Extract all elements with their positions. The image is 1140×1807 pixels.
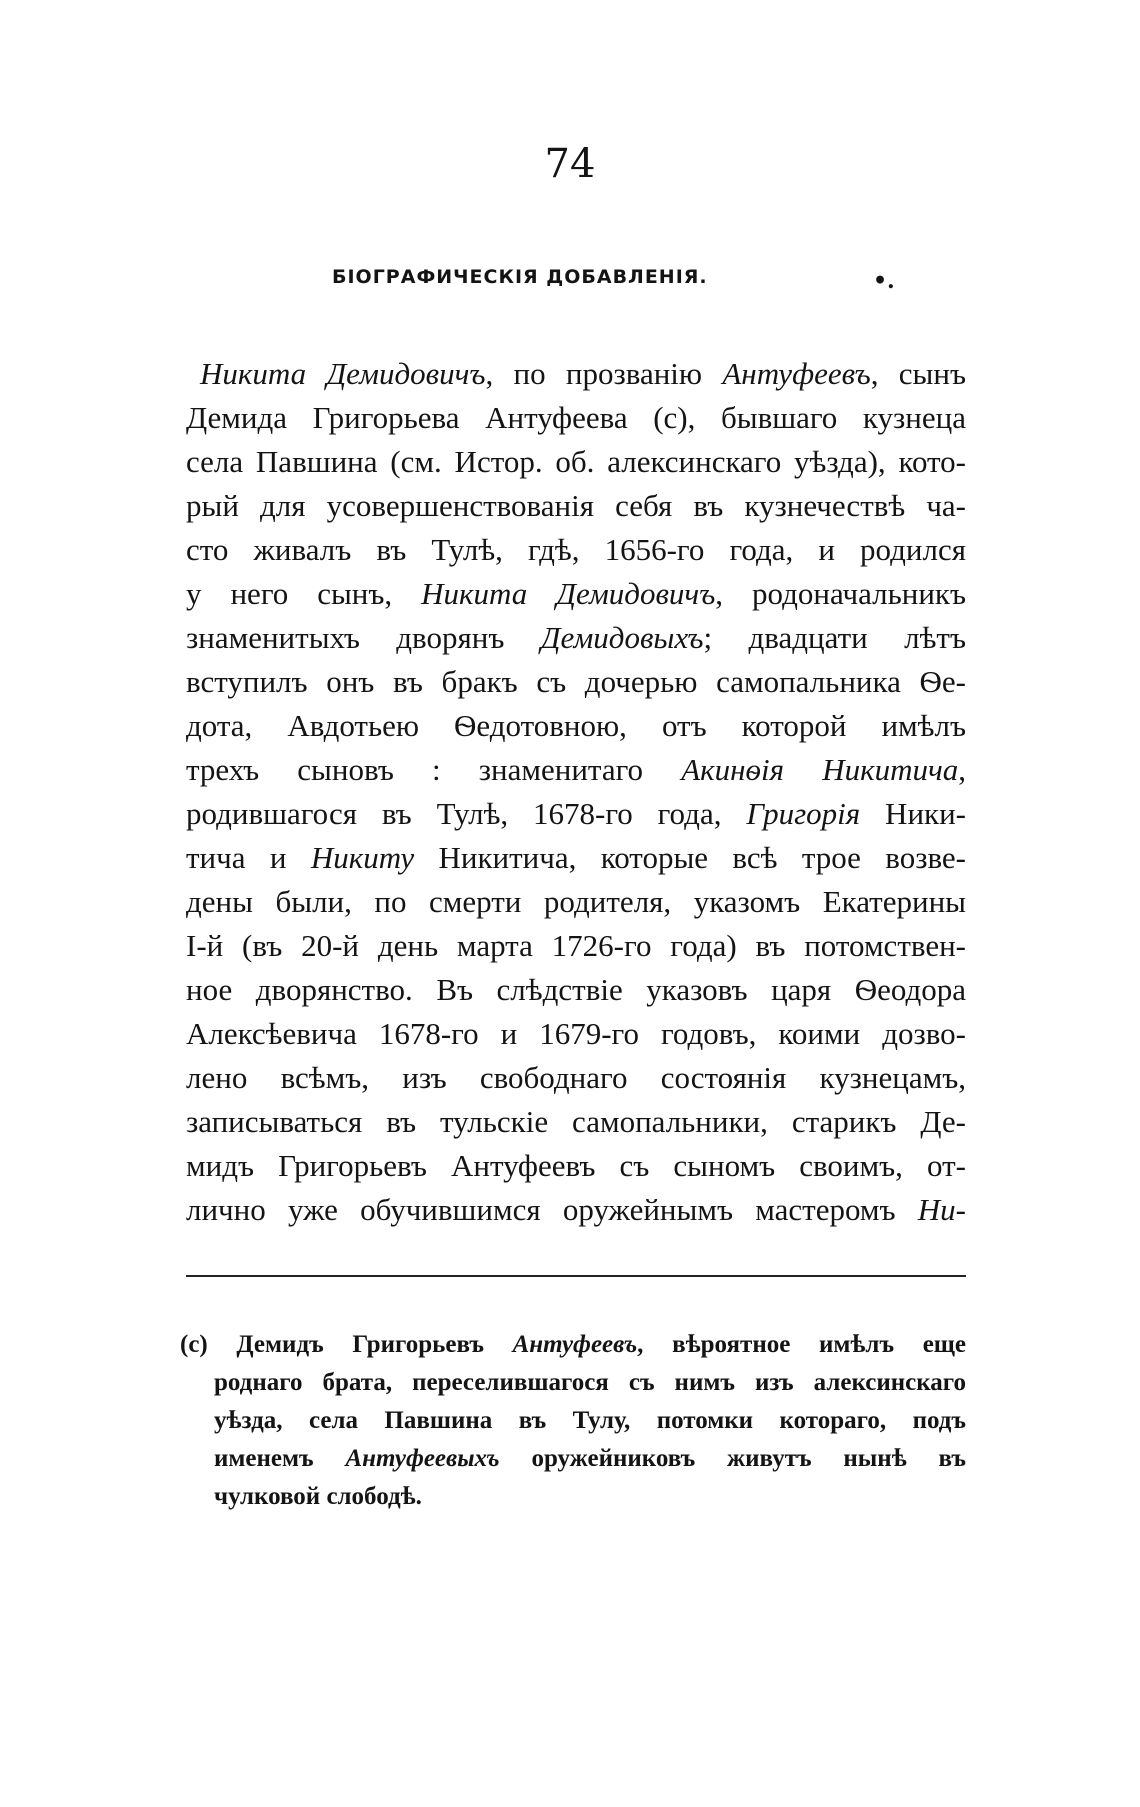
body-line-1-segment: , по прозванію	[485, 356, 723, 391]
footnote-line-1-segment: Антуфеевъ	[512, 1331, 638, 1358]
body-line-11	[186, 792, 966, 836]
body-line-16-segment: Алексѣевича 1678-го и 1679-го годовъ, коими дозво-	[186, 1016, 966, 1051]
footnote-line-1-segment: (с) Демидъ Григорьевъ	[180, 1331, 513, 1358]
body-line-3-segment: села Павшина (см. Истор. об. алексинскаго уѣзда), кото-	[186, 444, 966, 479]
body-line-1-segment: Никита Демидовичъ	[200, 356, 486, 391]
body-line-6-segment: Никита Демидовичъ	[421, 576, 716, 611]
body-line-8	[186, 660, 966, 704]
body-line-17-segment: лено всѣмъ, изъ свободнаго состоянія кузнецамъ,	[186, 1060, 966, 1095]
body-line-12-segment: Никиту	[310, 840, 415, 875]
body-line-11-segment: Ники-	[860, 796, 967, 831]
footnote-line-4-segment: Антуфеевыхъ	[345, 1445, 500, 1472]
body-line-6-segment: , родоначальникъ	[715, 576, 967, 611]
footnote-line-5-segment: чулковой слободѣ.	[214, 1483, 422, 1510]
body-line-13	[186, 880, 966, 924]
body-line-7	[186, 616, 966, 660]
body-line-6-segment: у него сынъ,	[186, 576, 422, 611]
body-line-20-segment: Ни-	[917, 1192, 966, 1227]
body-line-12-segment: Никитича, которые всѣ трое возве-	[414, 840, 966, 875]
body-line-10-segment: Акинѳія Никитича	[681, 752, 959, 787]
body-line-1-segment: Антуфеевъ	[722, 356, 871, 391]
body-line-5	[186, 528, 966, 572]
footnote-line-3	[180, 1402, 966, 1440]
page-number: 74	[544, 141, 596, 187]
body-line-2-segment: Демида Григорьева Антуфеева (с), бывшаго кузнеца	[186, 400, 966, 435]
body-line-9	[186, 704, 966, 748]
body-line-8-segment: вступилъ онъ въ бракъ съ дочерью самопальника Ѳе-	[186, 664, 966, 699]
footnote-line-4	[180, 1440, 966, 1478]
section-heading: БІОГРАФИЧЕСКІЯ ДОБАВЛЕНІЯ.	[332, 266, 708, 288]
body-line-14-segment: I-й (въ 20-й день марта 1726-го года) въ потомствен-	[186, 928, 966, 963]
body-line-1-segment: , сынъ	[870, 356, 966, 391]
footnote-line-2	[180, 1364, 966, 1402]
body-line-3	[186, 440, 966, 484]
body-line-9-segment: дота, Авдотьею Ѳедотовною, отъ которой имѣлъ	[186, 708, 966, 743]
body-line-19	[186, 1144, 966, 1188]
body-line-7-segment: знаменитыхъ дворянъ	[186, 620, 541, 655]
footnote-line-1-segment: , вѣроятное имѣлъ еще	[637, 1331, 967, 1358]
body-line-11-segment: Григорія	[746, 796, 861, 831]
body-line-10-segment: ,	[958, 752, 967, 787]
heading-mark: •.	[873, 268, 895, 294]
body-line-12	[186, 836, 966, 880]
body-line-19-segment: мидъ Григорьевъ Антуфеевъ съ сыномъ своимъ, от-	[186, 1148, 966, 1183]
body-line-4	[186, 484, 966, 528]
body-line-10	[186, 748, 966, 792]
body-line-13-segment: дены были, по смерти родителя, указомъ Екатерины	[186, 884, 966, 919]
body-line-6	[186, 572, 966, 616]
body-line-5-segment: сто живалъ въ Тулѣ, гдѣ, 1656-го года, и родился	[186, 532, 966, 567]
body-line-7-segment: Демидовыхъ	[540, 620, 704, 655]
body-line-10-segment: трехъ сыновъ : знаменитаго	[186, 752, 682, 787]
body-line-20	[186, 1188, 966, 1232]
footnote-line-1	[180, 1326, 966, 1364]
body-line-14	[186, 924, 966, 968]
footnote-line-3-segment: уѣзда, села Павшина въ Тулу, потомки котораго, подъ	[214, 1407, 966, 1434]
body-text	[186, 352, 966, 1232]
body-line-2	[186, 396, 966, 440]
body-line-16	[186, 1012, 966, 1056]
body-line-18	[186, 1100, 966, 1144]
body-line-4-segment: рый для усовершенствованія себя въ кузнечествѣ ча-	[186, 488, 966, 523]
footnote-line-5	[180, 1478, 966, 1516]
footnote	[180, 1326, 966, 1516]
footnote-line-4-segment: оружейниковъ живутъ нынѣ въ	[499, 1445, 966, 1472]
body-line-20-segment: лично уже обучившимся оружейнымъ мастеромъ	[186, 1192, 918, 1227]
footnote-line-4-segment: именемъ	[214, 1445, 346, 1472]
body-line-15	[186, 968, 966, 1012]
body-line-11-segment: родившагося въ Тулѣ, 1678-го года,	[186, 796, 747, 831]
footnote-line-2-segment: роднаго брата, переселившагося съ нимъ изъ алексинскаго	[214, 1369, 966, 1396]
body-line-17	[186, 1056, 966, 1100]
body-line-15-segment: ное дворянство. Въ слѣдствіе указовъ царя Ѳеодора	[186, 972, 966, 1007]
body-line-7-segment: ; двадцати лѣтъ	[703, 620, 966, 655]
body-line-18-segment: записываться въ тульскіе самопальники, старикъ Де-	[186, 1104, 966, 1139]
footnote-divider	[186, 1275, 966, 1277]
body-line-1	[186, 352, 966, 396]
body-line-12-segment: тича и	[186, 840, 311, 875]
